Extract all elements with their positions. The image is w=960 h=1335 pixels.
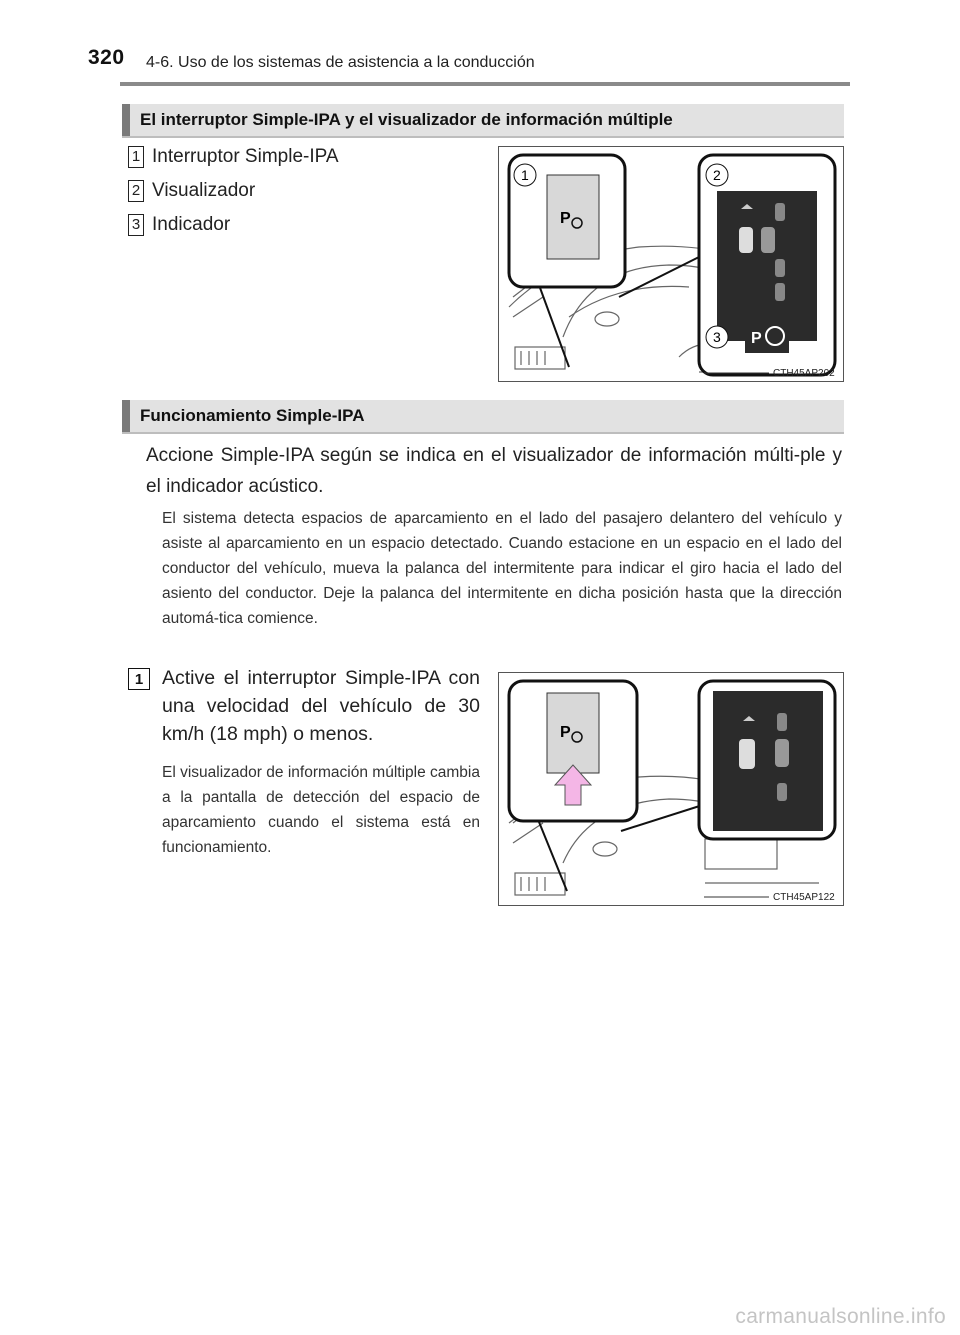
multi-info-display [713, 691, 823, 831]
figure-code: CTH45AP202 [773, 368, 835, 379]
callout-marker-3: 3 [713, 329, 721, 345]
figure-switch-display [498, 146, 844, 382]
callout-label: Indicador [152, 214, 231, 235]
callout-item-indicator [128, 214, 230, 236]
figure-switch-push [498, 672, 844, 906]
callout-item-switch [128, 146, 339, 168]
figure-code: CTH45AP122 [773, 892, 835, 903]
operation-note: El sistema detecta espacios de aparcamiento en el lado del pasajero delantero del vehículo y asiste al aparcamiento en un espacio detectado. Cuando estacione en un espacio en el lado del conductor del vehículo, mueva la palanca del intermitente para indicar el giro hacia el lado del asiento del conductor. Deje la palanca del intermitente en dicha posición hasta que la dirección automá-tica comience. [162, 510, 842, 627]
step-instruction: Active el interruptor Simple-IPA con una velocidad del vehículo de 30 km/h (18 mph) o menos. [162, 667, 480, 745]
dashboard-illustration-1 [499, 147, 843, 381]
callout-label: Visualizador [152, 180, 256, 201]
step-number: 1 [128, 668, 150, 690]
multi-info-display [717, 191, 817, 341]
switch-p-glyph: P [560, 724, 571, 741]
switch-p-glyph: P [560, 210, 571, 227]
callout-number: 2 [128, 180, 144, 202]
header-rule [120, 82, 850, 86]
callout-number: 3 [128, 214, 144, 236]
callout-marker-2: 2 [713, 167, 721, 183]
callout-number: 1 [128, 146, 144, 168]
page-number: 320 [88, 46, 125, 69]
watermark: carmanualsonline.info [735, 1305, 946, 1328]
callout-label: Interruptor Simple-IPA [152, 146, 339, 167]
callout-item-display [128, 180, 255, 202]
step-note: El visualizador de información múltiple cambia a la pantalla de detección del espacio de aparcamiento cuando el sistema está en funcionamiento. [162, 764, 480, 856]
own-vehicle-icon [739, 227, 753, 253]
indicator-p-glyph: P [751, 330, 762, 347]
chapter-title: 4-6. Uso de los sistemas de asistencia a la conducción [146, 54, 535, 71]
section-heading-operation: Funcionamiento Simple-IPA [122, 400, 844, 432]
dashboard-illustration-2 [499, 673, 843, 905]
callout-marker-1: 1 [521, 167, 529, 183]
operation-intro: Accione Simple-IPA según se indica en el visualizador de información múlti-ple y el indicador acústico. [146, 445, 842, 497]
section-heading-switch-display: El interruptor Simple-IPA y el visualizador de información múltiple [122, 104, 844, 136]
own-vehicle-icon [739, 739, 755, 769]
